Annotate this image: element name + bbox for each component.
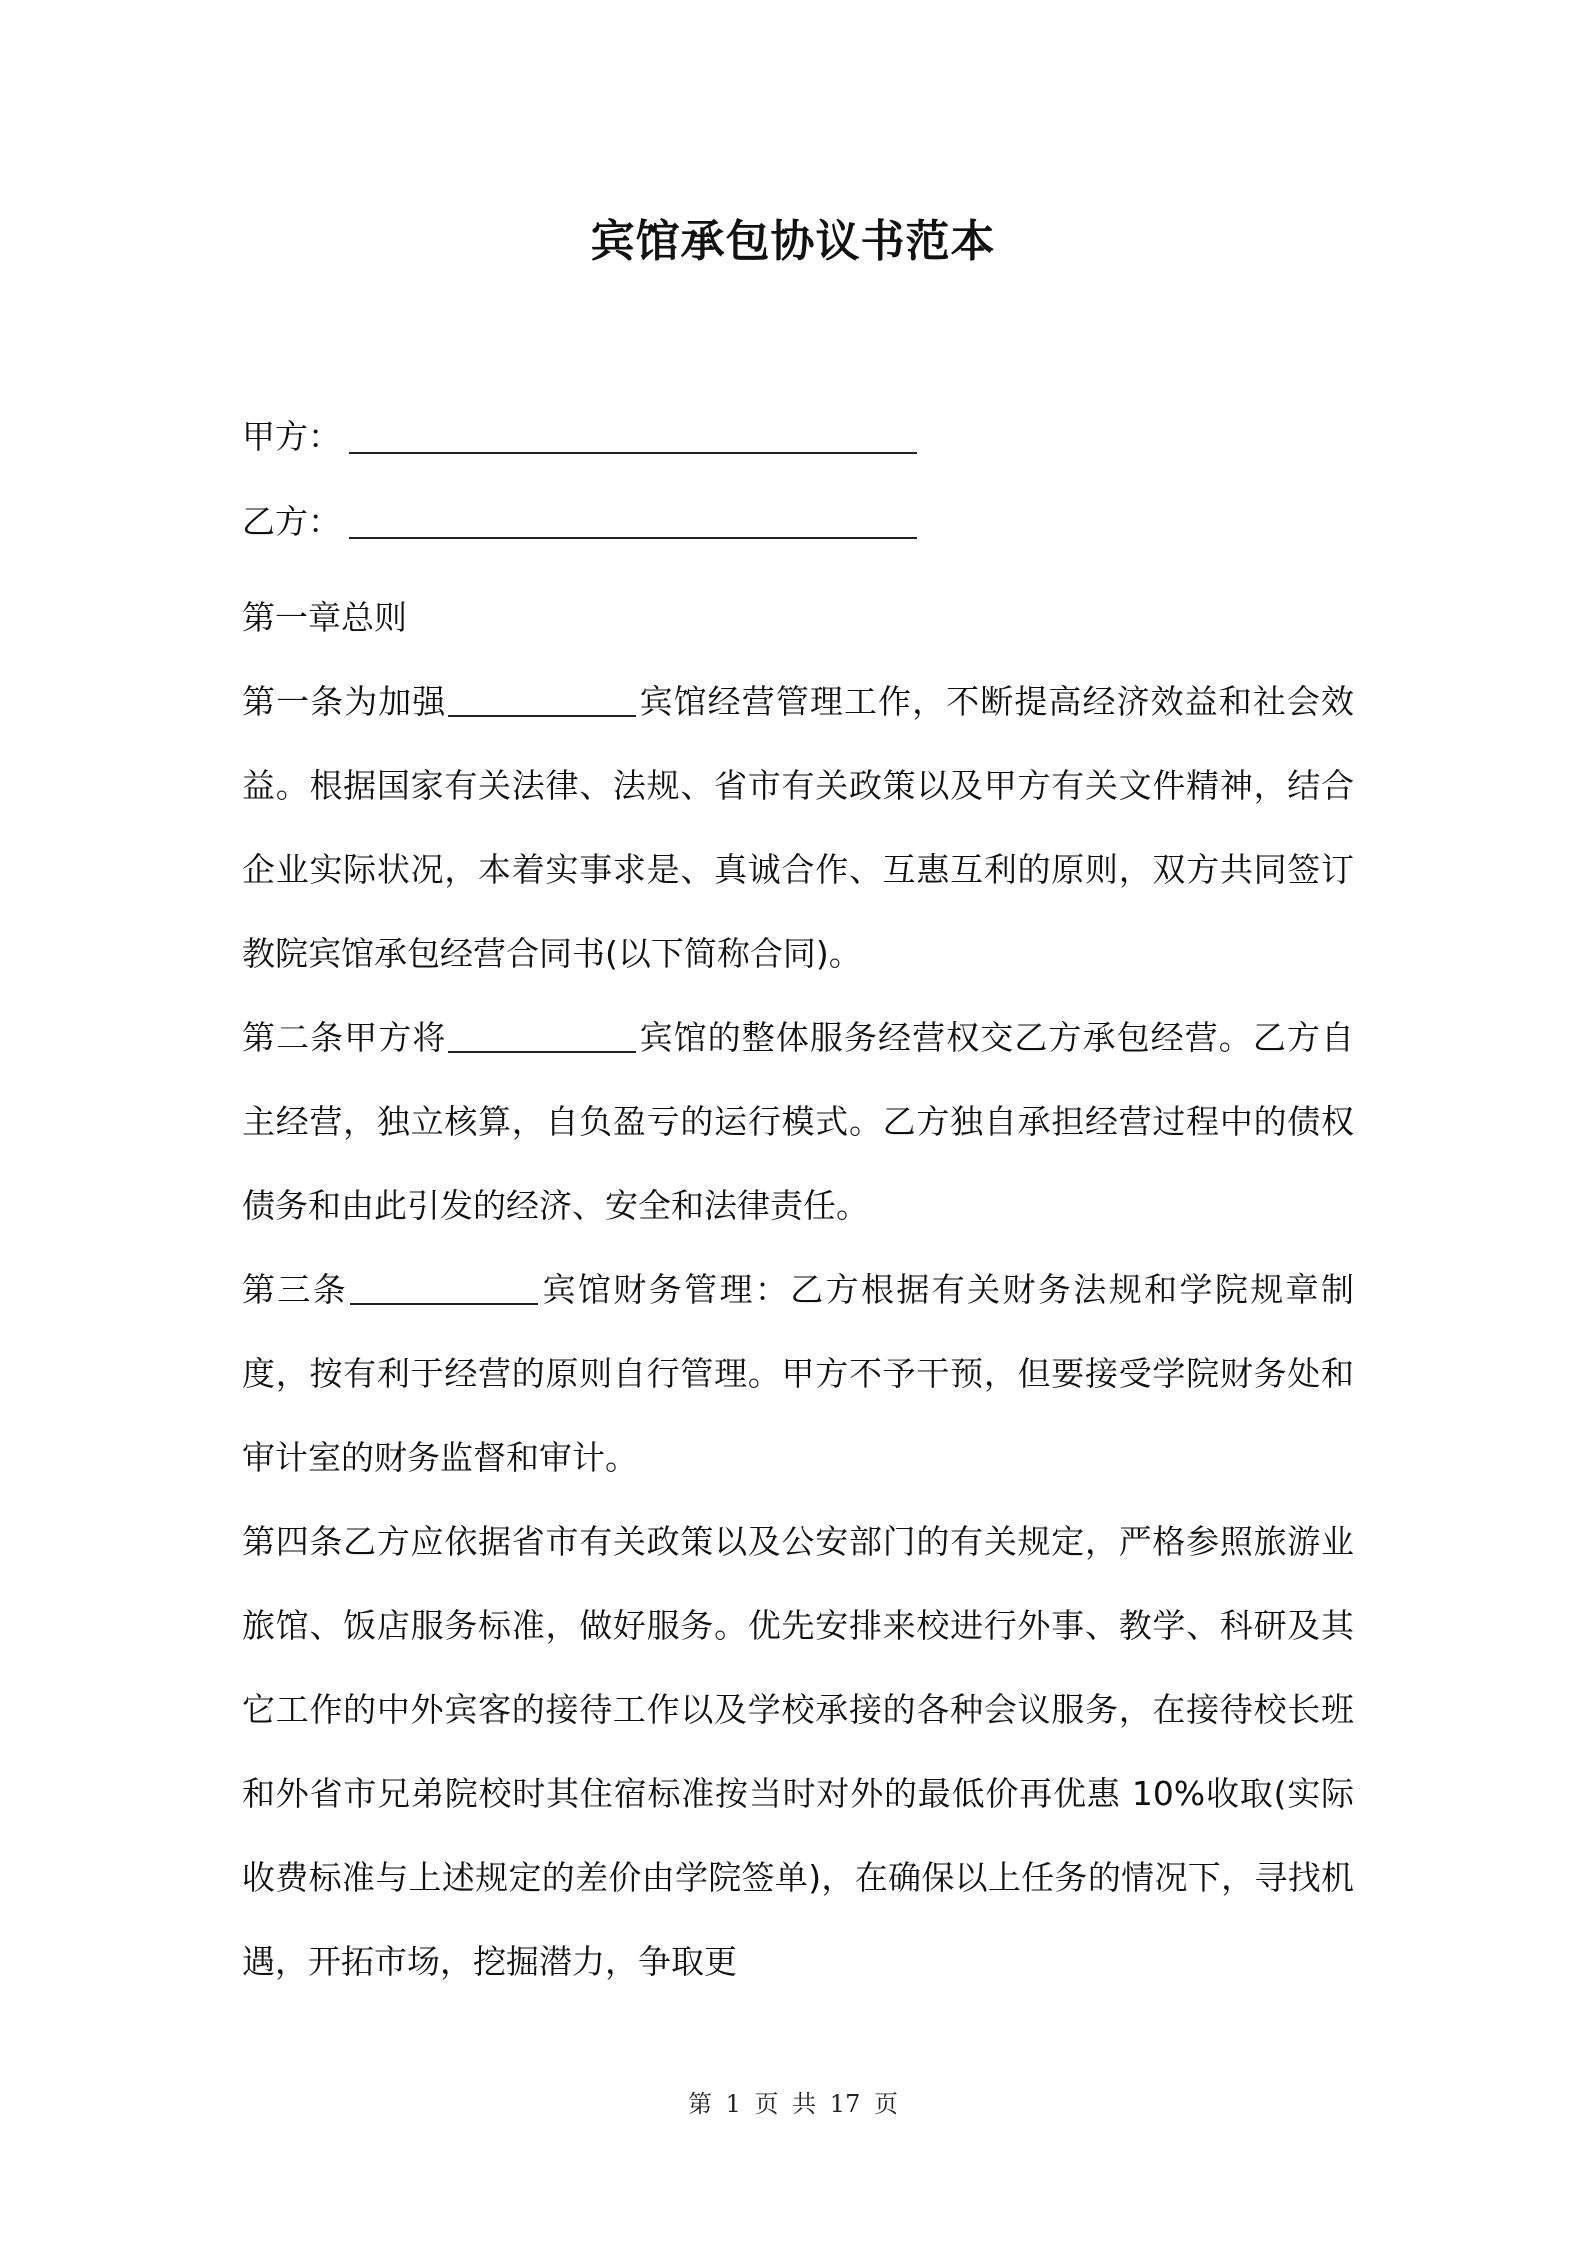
party-a-label: 甲方：	[242, 417, 341, 456]
article-2	[242, 996, 1354, 1248]
party-a-blank	[349, 452, 917, 454]
party-a-line	[242, 412, 917, 462]
party-b-line	[242, 497, 917, 547]
article-1	[242, 660, 1354, 996]
page-number: 第 1 页 共 17 页	[688, 2090, 898, 2118]
article-2-blank	[448, 1051, 636, 1053]
chapter-heading: 第一章总则	[242, 598, 407, 637]
article-2-lead: 第二条甲方将	[242, 1018, 447, 1057]
document-body	[242, 576, 1354, 2004]
article-3-text: 宾馆财务管理：乙方根据有关财务法规和学院规章制度，按有利于经营的原则自行管理。甲方不予干预，但要接受学院财务处和审计室的财务监督和审计。	[242, 1270, 1355, 1477]
party-b-blank	[349, 537, 917, 539]
article-1-lead: 第一条为加强	[242, 682, 447, 721]
article-3-lead: 第三条	[242, 1270, 349, 1309]
article-2-text: 宾馆的整体服务经营权交乙方承包经营。乙方自主经营，独立核算，自负盈亏的运行模式。乙方独自承担经营过程中的债权债务和由此引发的经济、安全和法律责任。	[242, 1018, 1355, 1225]
article-3	[242, 1248, 1354, 1500]
article-1-blank	[448, 715, 636, 717]
document-title: 宾馆承包协议书范本	[590, 216, 996, 267]
party-b-label: 乙方：	[242, 502, 341, 541]
article-1-text: 宾馆经营管理工作，不断提高经济效益和社会效益。根据国家有关法律、法规、省市有关政策以及甲方有关文件精神，结合企业实际状况，本着实事求是、真诚合作、互惠互利的原则，双方共同签订教院宾馆承包经营合同书(以下简称合同)。	[242, 682, 1355, 973]
article-3-blank	[350, 1303, 538, 1305]
article-4: 第四条乙方应依据省市有关政策以及公安部门的有关规定，严格参照旅游业旅馆、饭店服务标准，做好服务。优先安排来校进行外事、教学、科研及其它工作的中外宾客的接待工作以及学校承接的各种会议服务，在接待校长班和外省市兄弟院校时其住宿标准按当时对外的最低价再优惠 10%收取(实际收费标准与上述规定的差价由学院签单)，在确保以上任务的情况下，寻找机遇，开拓市场，挖掘潜力，争取更	[242, 1522, 1354, 1981]
